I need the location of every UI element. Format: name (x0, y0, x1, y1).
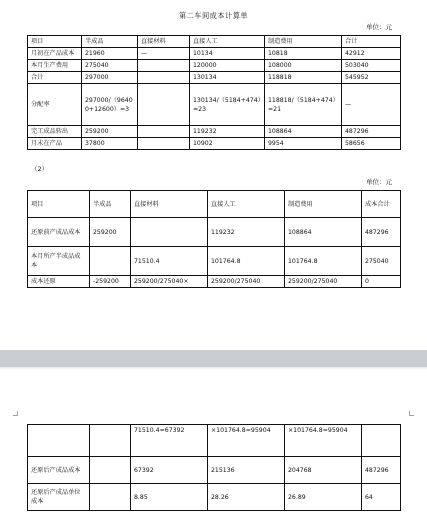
table-cell: 71510.4 (131, 247, 208, 276)
header-cell: 合计 (342, 36, 401, 48)
header-cell: 直接材料 (131, 191, 208, 218)
table-header-row (28, 36, 401, 48)
table-cell: 108000 (265, 60, 342, 72)
document-title: 第二车间成本计算单 (178, 11, 249, 20)
table-cell: 67392 (131, 457, 208, 484)
header-cell: 项目 (28, 191, 90, 218)
table-cell: 月末在产品 (28, 138, 82, 150)
table-cell: 分配率 (28, 84, 82, 126)
table-header-row (28, 191, 401, 218)
table-row (28, 276, 401, 288)
table-cell (138, 72, 190, 84)
header-cell: 制造费用 (265, 36, 342, 48)
table-cell: 还原后产成品单位成本 (28, 484, 90, 511)
table-cell: -259200 (90, 276, 131, 288)
table-cell: 本月所产半成品成本 (28, 247, 90, 276)
table-cell: 130134 (190, 72, 265, 84)
header-cell: 半成品 (90, 191, 131, 218)
table-cell: 28.26 (208, 484, 285, 511)
table-cell: 月初在产品成本 (28, 48, 82, 60)
table-row (28, 247, 401, 276)
header-cell: 直接人工 (208, 191, 285, 218)
table-cell: 101764.8 (285, 247, 362, 276)
table-cell: 0 (362, 276, 401, 288)
table-cell: 118818/（5184+474）=21 (265, 84, 342, 126)
table-cell: 10134 (190, 48, 265, 60)
header-cell: 项目 (28, 36, 82, 48)
table-cell: — (342, 84, 401, 126)
unit-label: 单位：元 (366, 23, 392, 31)
table-cell: 完工成品转出 (28, 126, 82, 138)
table-cell (90, 457, 131, 484)
table-row (28, 72, 401, 84)
page-separator-shadow (0, 367, 427, 370)
table-cell (138, 138, 190, 150)
section-label: （2） (31, 165, 49, 173)
table-cell: 259200/275040 (285, 276, 362, 288)
table-row (28, 484, 401, 511)
table-cell: 71510.4=67392 (131, 425, 208, 457)
page-corner-mark (13, 411, 18, 416)
page-corner-mark (409, 411, 414, 416)
table-cell: 本月生产费用 (28, 60, 82, 72)
table-cell: 21960 (82, 48, 138, 60)
header-cell: 制造费用 (285, 191, 362, 218)
table-cell: 101764.8 (208, 247, 285, 276)
table-cell (362, 425, 401, 457)
cost-restoration-table (27, 190, 401, 288)
table-cell: 64 (362, 484, 401, 511)
table-cell (28, 425, 90, 457)
table-cell: 9954 (265, 138, 342, 150)
table-cell (90, 247, 131, 276)
table-cell: 503040 (342, 60, 401, 72)
header-cell: 半成品 (82, 36, 138, 48)
table-row (28, 457, 401, 484)
table-cell: 10818 (265, 48, 342, 60)
table-cell: 26.89 (285, 484, 362, 511)
table-cell: 259200/275040 (208, 276, 285, 288)
table-cell: 275040 (362, 247, 401, 276)
table-cell: 108864 (285, 218, 362, 247)
table-cell: 545952 (342, 72, 401, 84)
table-cell: 120000 (190, 60, 265, 72)
table-cell: 10902 (190, 138, 265, 150)
cost-restoration-table-continued (27, 424, 401, 511)
table-cell (90, 425, 131, 457)
table-cell: 37800 (82, 138, 138, 150)
header-cell: 直接人工 (190, 36, 265, 48)
table-cell: 8.85 (131, 484, 208, 511)
table-cell: 297000/（96400+12600）=3 (82, 84, 138, 126)
unit-label: 单位：元 (366, 178, 392, 186)
table-row (28, 60, 401, 72)
table-cell: 58656 (342, 138, 401, 150)
table-row (28, 84, 401, 126)
table-cell: 487296 (342, 126, 401, 138)
table-cell (131, 218, 208, 247)
table-cell: 259200 (90, 218, 131, 247)
table-row (28, 126, 401, 138)
table-cell: 130134/（5184+474）=23 (190, 84, 265, 126)
table-cell (90, 484, 131, 511)
table-cell: 259200 (82, 126, 138, 138)
table-cell (138, 84, 190, 126)
table-row (28, 48, 401, 60)
header-cell: 直接材料 (138, 36, 190, 48)
table-cell: 还原后产成品成本 (28, 457, 90, 484)
table-cell: 204768 (285, 457, 362, 484)
table-cell: 119232 (208, 218, 285, 247)
table-cell: 合计 (28, 72, 82, 84)
table-cell: 297000 (82, 72, 138, 84)
page-separator (0, 350, 427, 367)
table-cell: 成本还原 (28, 276, 90, 288)
table-cell: 215136 (208, 457, 285, 484)
table-row (28, 138, 401, 150)
table-cell: 42912 (342, 48, 401, 60)
table-cell: — (138, 48, 190, 60)
table-row (28, 218, 401, 247)
table-cell: 275040 (82, 60, 138, 72)
cost-calculation-table (27, 35, 401, 150)
header-cell: 成本合计 (362, 191, 401, 218)
table-cell: 119232 (190, 126, 265, 138)
table-cell: 487296 (362, 218, 401, 247)
table-row (28, 425, 401, 457)
table-cell: ×101764.8=95904 (208, 425, 285, 457)
table-cell (138, 126, 190, 138)
table-cell: ×101764.8=95904 (285, 425, 362, 457)
table-cell: 108864 (265, 126, 342, 138)
table-cell: 118818 (265, 72, 342, 84)
table-cell: 还原前产成品成本 (28, 218, 90, 247)
table-cell: 259200/275040× (131, 276, 208, 288)
table-cell: 487296 (362, 457, 401, 484)
table-cell (138, 60, 190, 72)
